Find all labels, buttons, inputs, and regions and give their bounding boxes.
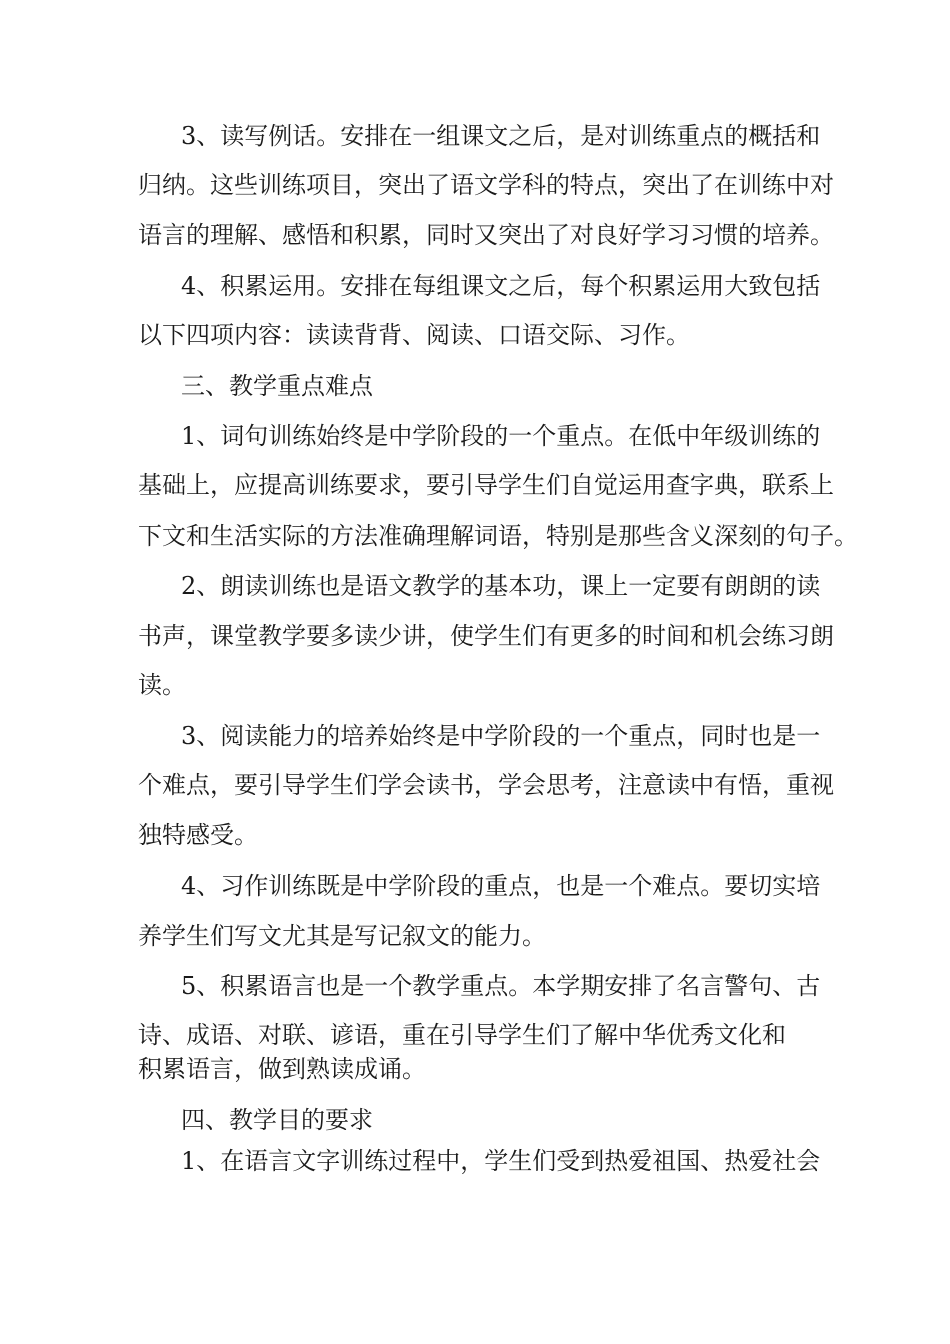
paragraph-line: 4、积累运用。安排在每组课文之后，每个积累运用大致包括 [181, 272, 821, 300]
paragraph-line: 书声，课堂教学要多读少讲，使学生们有更多的时间和机会练习朗 [138, 622, 834, 650]
paragraph-line: 基础上，应提高训练要求，要引导学生们自觉运用查字典，联系上 [138, 471, 834, 499]
paragraph-line: 下文和生活实际的方法准确理解词语，特别是那些含义深刻的句子。 [138, 522, 858, 550]
paragraph-line: 3、阅读能力的培养始终是中学阶段的一个重点，同时也是一 [181, 722, 821, 750]
paragraph-line: 个难点，要引导学生们学会读书，学会思考，注意读中有悟，重视 [138, 771, 834, 799]
paragraph-line: 读。 [138, 671, 186, 699]
paragraph-line: 1、词句训练始终是中学阶段的一个重点。在低中年级训练的 [181, 422, 821, 450]
paragraph-line: 4、习作训练既是中学阶段的重点，也是一个难点。要切实培 [181, 872, 821, 900]
paragraph-line: 语言的理解、感悟和积累，同时又突出了对良好学习习惯的培养。 [138, 221, 834, 249]
paragraph-line: 养学生们写文尤其是写记叙文的能力。 [138, 922, 546, 950]
paragraph-line: 以下四项内容：读读背背、阅读、口语交际、习作。 [138, 321, 690, 349]
paragraph-line: 独特感受。 [138, 821, 258, 849]
paragraph-line: 诗、成语、对联、谚语，重在引导学生们了解中华优秀文化和 [138, 1021, 786, 1049]
paragraph-line: 积累语言，做到熟读成诵。 [138, 1055, 426, 1083]
paragraph-line: 3、读写例话。安排在一组课文之后，是对训练重点的概括和 [181, 122, 821, 150]
paragraph-line: 2、朗读训练也是语文教学的基本功，课上一定要有朗朗的读 [181, 572, 821, 600]
section-heading: 四、教学目的要求 [181, 1106, 373, 1134]
paragraph-line: 归纳。这些训练项目，突出了语文学科的特点，突出了在训练中对 [138, 171, 834, 199]
paragraph-line: 1、在语言文字训练过程中，学生们受到热爱祖国、热爱社会 [181, 1147, 821, 1175]
paragraph-line: 5、积累语言也是一个教学重点。本学期安排了名言警句、古 [181, 972, 821, 1000]
section-heading: 三、教学重点难点 [181, 372, 373, 400]
